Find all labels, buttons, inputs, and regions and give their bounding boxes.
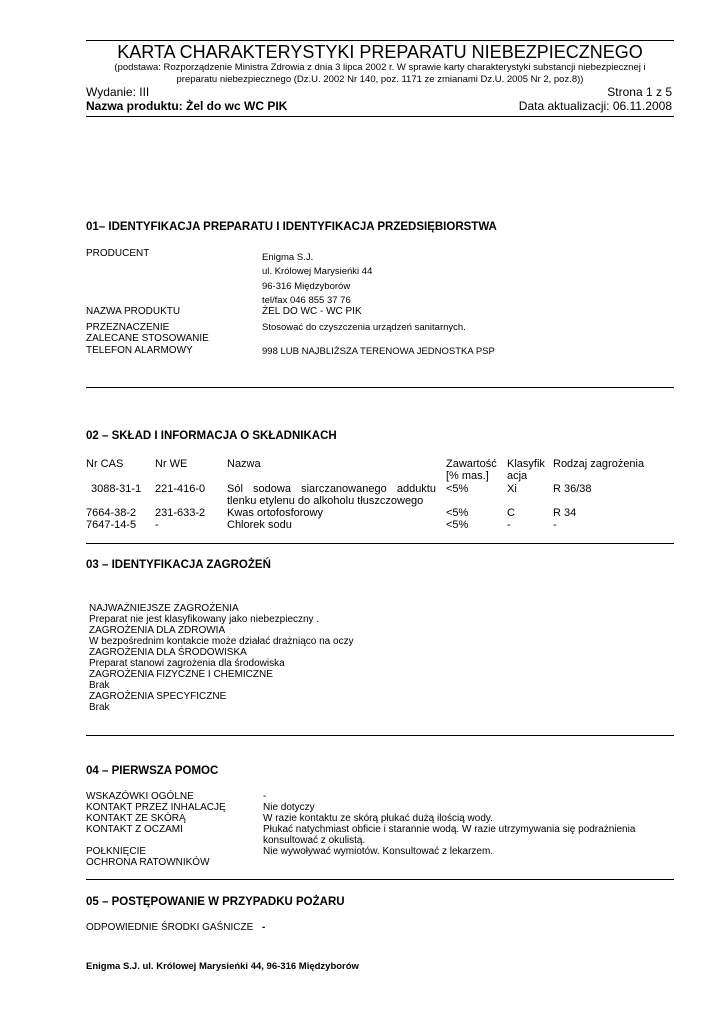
column-name: Nazwa (227, 458, 261, 470)
cell-classification: Xi (507, 483, 517, 495)
section-04-heading: 04 – PIERWSZA POMOC (86, 765, 219, 777)
producer-line: Enigma S.J. (262, 252, 314, 263)
producer-line: 96-316 Międzyborów (262, 281, 351, 292)
cell-classification: - (507, 519, 511, 531)
edition-label: Wydanie: III (86, 85, 150, 99)
cell-content: <5% (446, 519, 469, 531)
inhalation-value: Nie dotyczy (263, 802, 315, 813)
cell-name: Chlorek sodu (227, 519, 292, 531)
section-divider (86, 879, 674, 880)
hazards-subheading: ZAGROŻENIA FIZYCZNE I CHEMICZNE (89, 669, 273, 680)
general-advice-value: - (263, 791, 267, 802)
hazards-subheading: ZAGROŻENIA DLA ZDROWIA (89, 625, 226, 636)
cell-hazard: - (553, 519, 557, 531)
extinguishing-media-label: ODPOWIEDNIE ŚRODKI GAŚNICZE (86, 922, 254, 933)
product-name-header: Nazwa produktu: Żel do wc WC PIK (86, 99, 288, 113)
swallowing-label: POŁKNIĘCIE (86, 846, 147, 857)
section-03-heading: 03 – IDENTYFIKACJA ZAGROŻEŃ (86, 559, 271, 571)
purpose-value: Stosować do czyszczenia urządzeń sanitarnych. (262, 322, 466, 333)
extinguishing-media-value: - (262, 922, 266, 933)
document-title: KARTA CHARAKTERYSTYKI PREPARATU NIEBEZPIECZNEGO (117, 42, 643, 62)
footer-company-address: Enigma S.J. ul. Królowej Marysieńki 44, 96-316 Międzyborów (86, 961, 359, 972)
cell-content: <5% (446, 507, 469, 519)
cell-cas: 7664-38-2 (86, 507, 137, 519)
product-name-label: NAZWA PRODUKTU (86, 306, 181, 317)
cell-hazard: R 34 (553, 507, 577, 519)
product-name-value: ŻEL DO WC - WC PIK (262, 306, 362, 317)
hazards-subheading: ZAGROŻENIA DLA ŚRODOWISKA (89, 647, 247, 658)
cell-name: Sól sodowa siarczanowanego adduktu (227, 483, 436, 495)
eye-contact-value: Płukać natychmiast obficie i starannie wodą. W razie utrzymywania się podrażnienia (263, 824, 636, 835)
skin-contact-value: W razie kontaktu ze skórą płukać dużą ilością wody. (263, 813, 493, 824)
cell-name: Kwas ortofosforowy (227, 507, 323, 519)
column-cas: Nr CAS (86, 458, 124, 470)
section-05-heading: 05 – POSTĘPOWANIE W PRZYPADKU POŻARU (86, 896, 345, 908)
column-classification-cont: acja (507, 470, 528, 482)
eye-contact-value-cont: konsultować z okulistą. (263, 835, 366, 846)
section-divider (86, 543, 674, 544)
cell-we: 231-633-2 (155, 507, 206, 519)
skin-contact-label: KONTAKT ZE SKÓRĄ (86, 813, 186, 824)
producer-label: PRODUCENT (86, 248, 150, 259)
hazards-text: Brak (89, 702, 110, 713)
header-top-rule (86, 40, 674, 41)
hazards-subheading: NAJWAŻNIEJSZE ZAGROŻENIA (89, 603, 239, 614)
hazards-text: W bezpośrednim kontakcie może działać drażniąco na oczy (89, 636, 354, 647)
hazards-text: Brak (89, 680, 110, 691)
hazards-text: Preparat nie jest klasyfikowany jako niebezpieczny . (89, 614, 320, 625)
section-01-heading: 01– IDENTYFIKACJA PREPARATU I IDENTYFIKACJA PRZEDSIĘBIORSTWA (86, 221, 497, 233)
general-advice-label: WSKAZÓWKI OGÓLNE (86, 791, 194, 802)
purpose-label: PRZEZNACZENIE (86, 322, 170, 333)
document-legal-basis: (podstawa: Rozporządzenie Ministra Zdrowia z dnia 3 lipca 2002 r. W sprawie karty charakterystyki substancji niebezpiecznej i preparatu niebezpiecznego (Dz.U. 2002 Nr 140, poz. 1171 ze zmianami Dz.U. 2005 Nr 2, poz.8)) (114, 62, 646, 85)
section-divider (86, 735, 674, 736)
cell-cas: 3088-31-1 (91, 483, 142, 495)
rescuer-protection-label: OCHRONA RATOWNIKÓW (86, 857, 210, 868)
swallowing-value: Nie wywoływać wymiotów. Konsultować z lekarzem. (263, 846, 494, 857)
hazards-text: Preparat stanowi zagrożenia dla środowiska (89, 658, 285, 669)
page-number: Strona 1 z 5 (607, 85, 672, 99)
header-bottom-rule (86, 116, 674, 117)
column-content-unit: [% mas.] (446, 470, 489, 482)
cell-we: - (155, 519, 159, 531)
section-02-heading: 02 – SKŁAD I INFORMACJA O SKŁADNIKACH (86, 430, 337, 442)
producer-line: ul. Królowej Marysieńki 44 (262, 266, 373, 277)
cell-we: 221-416-0 (155, 483, 206, 495)
column-we: Nr WE (155, 458, 188, 470)
cell-hazard: R 36/38 (553, 483, 592, 495)
update-date: Data aktualizacji: 06.11.2008 (518, 99, 672, 113)
emergency-phone-label: TELEFON ALARMOWY (86, 345, 193, 356)
column-content: Zawartość (446, 458, 497, 470)
column-classification: Klasyfik (507, 458, 545, 470)
eye-contact-label: KONTAKT Z OCZAMI (86, 824, 183, 835)
section-divider (86, 387, 674, 388)
recommended-use-label: ZALECANE STOSOWANIE (86, 333, 209, 344)
column-hazard: Rodzaj zagrożenia (553, 458, 645, 470)
hazards-subheading: ZAGROŻENIA SPECYFICZNE (89, 691, 227, 702)
cell-classification: C (507, 507, 515, 519)
cell-content: <5% (446, 483, 469, 495)
emergency-phone-value: 998 LUB NAJBLIŻSZA TERENOWA JEDNOSTKA PSP (262, 346, 495, 357)
cell-cas: 7647-14-5 (86, 519, 137, 531)
cell-name-cont: tlenku etylenu do alkoholu tłuszczowego (227, 495, 424, 507)
inhalation-label: KONTAKT PRZEZ INHALACJĘ (86, 802, 226, 813)
producer-line: tel/fax 046 855 37 76 (262, 295, 351, 306)
